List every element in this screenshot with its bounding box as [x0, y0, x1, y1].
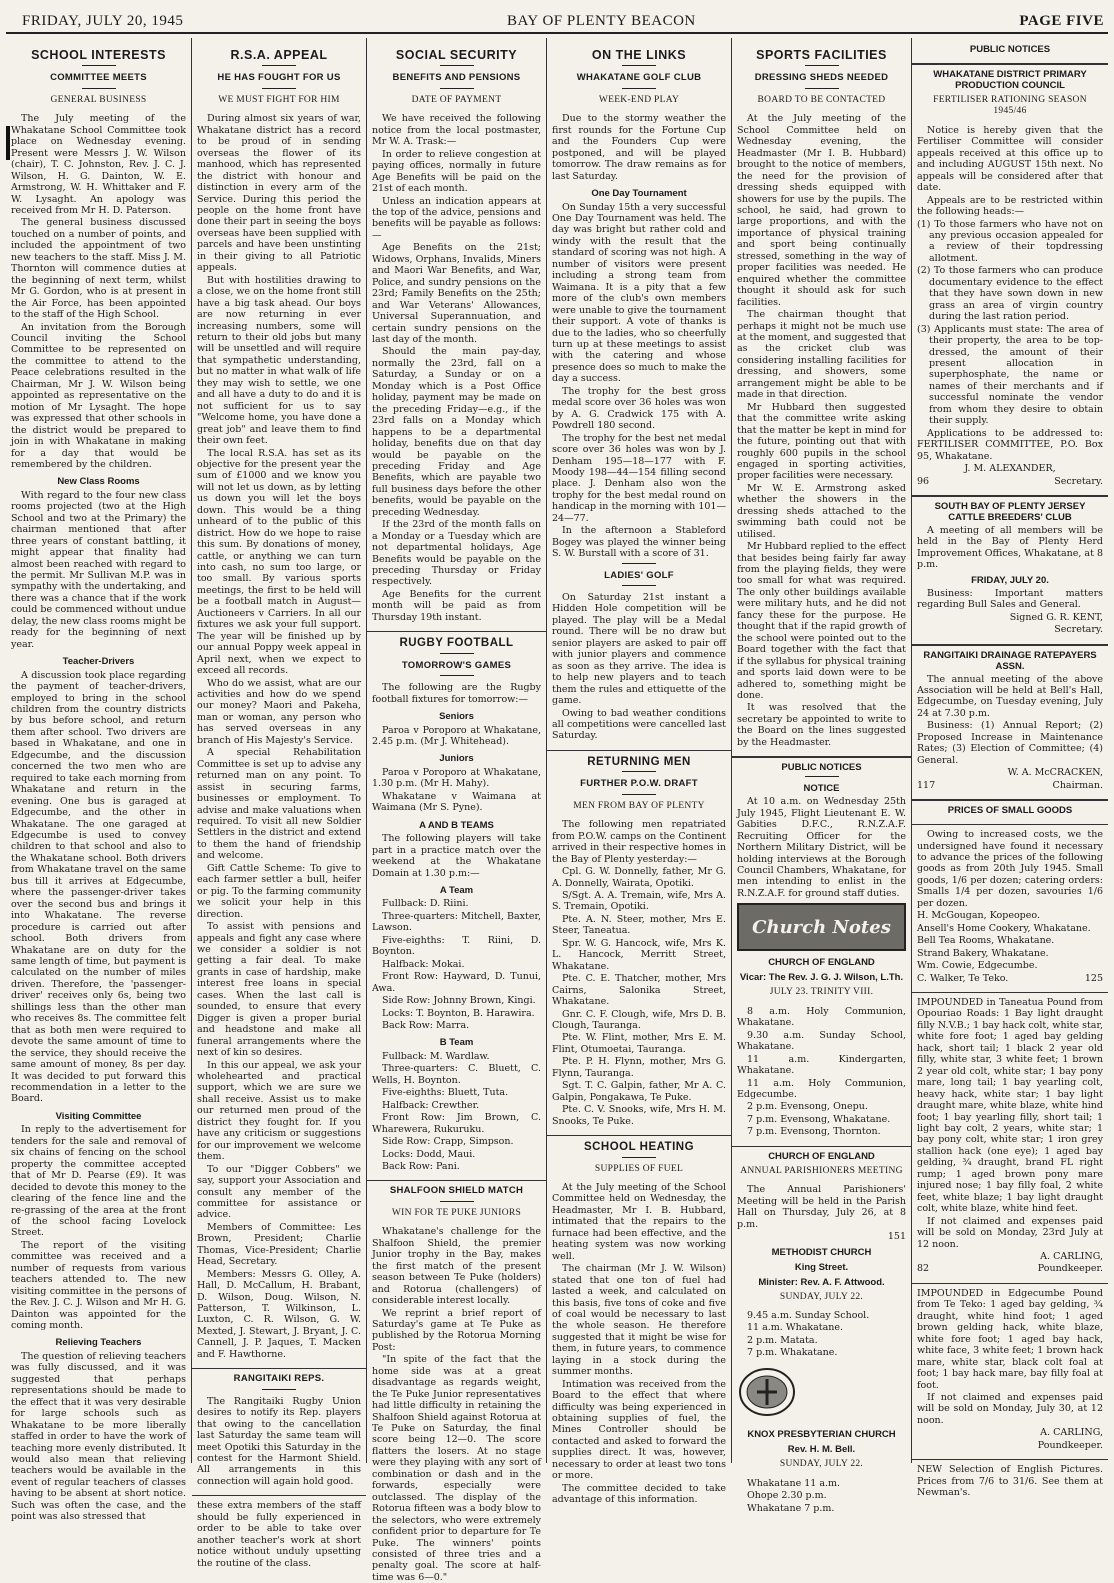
headline-sports-facilities: SPORTS FACILITIES	[756, 48, 887, 62]
paragraph: The local R.S.A. has set as its objective for the present year the sum of £1000 and we know you will not let us down, as by letting us down you will let the boys down. This would be a thing unheard of to the public of this district. How do we hope to raise this sum. By donations of money, cattle, or anything we can turn into cash, no sum too large, or too small. By various sports meetings, the first to be held will be a football match in August—Auctioneers v Carriers. In all our fixtures we ask your full support. The year will be finished up by our annual Poppy week appeal in April next, when we expect to exceed all records.	[197, 447, 361, 677]
divider	[622, 65, 656, 66]
paragraph: We reprint a brief report of Saturday's game at Te Puke as published by the Rotorua Morning Post:	[372, 1307, 541, 1353]
list-item: Wm. Cowie, Edgecumbe.	[917, 960, 1038, 972]
ad-number: 117	[917, 779, 936, 791]
paragraph: If not claimed and expenses paid will be sold on Monday, July 30, at 12 noon.	[917, 1391, 1103, 1426]
service-line: Ohope 2.30 p.m.	[747, 1490, 827, 1502]
paragraph: A special Rehabilitation Committee is set up to advise any returned man on any point. To assist in securing farms, businesses or employment. To advise and make valuations when required. To visit all new Soldier Settlers in the district and extend to them the hand of friendship and welcome.	[197, 747, 361, 862]
signature: Signed G. R. KENT,	[1009, 611, 1103, 623]
subhead: WIN FOR TE PUKE JUNIORS	[391, 1207, 522, 1218]
subhead: FURTHER P.O.W. DRAFT	[580, 778, 698, 790]
service-line: 2 p.m. Matata.	[747, 1334, 818, 1346]
paragraph: Applications to be addressed to: FERTILISER COMMITTEE, P.O. Box 95, Whakatane.	[917, 427, 1103, 462]
paragraph: The chairman thought that perhaps it might not be much use at the moment, and suggested that as the cricket club was considering installing facilities for dressing, and showers, some arrangement might be able to be made in that direction.	[737, 309, 906, 401]
signature-role: Chairman.	[1052, 779, 1103, 791]
paragraph: At 10 a.m. on Wednesday 25th July 1945, Flight Lieutenant E. W. Gabities D.F.C., R.N.Z.A.F. Recruiting Officer for the Northern Military District, will be holding interviews at the Borough Council Chambers, Whakatane, for men intending to enlist in the R.N.Z.A.F. for ground staff duties.	[737, 796, 906, 899]
notice-title: WHAKATANE DISTRICT PRIMARY PRODUCTION COUNCIL	[933, 69, 1087, 91]
section-heading: A Team	[439, 885, 474, 896]
divider	[732, 1146, 911, 1147]
divider	[912, 1283, 1108, 1284]
team-line: Side Row: Johnny Brown, Kingi.	[382, 995, 536, 1007]
paragraph: If the 23rd of the month falls on a Monday or a Tuesday which are not departmental holidays, Age Benefits would be payable on the preceding Thursday or Friday respectively.	[372, 519, 541, 588]
team-line: Back Row: Pani.	[382, 1160, 460, 1172]
church-heading: KNOX PRESBYTERIAN CHURCH	[747, 1429, 896, 1441]
church-minister: Minister: Rev. A. F. Attwood.	[758, 1276, 885, 1288]
signature: J. M. ALEXANDER,	[964, 463, 1056, 475]
paragraph: The annual meeting of the above Association will be held at Bell's Hall, Edgecumbe, on Tuesday evening, July 24 at 7.30 p.m.	[917, 673, 1103, 719]
section-heading: Relieving Teachers	[55, 1337, 142, 1349]
list-item: Pte. W. Flint, mother, Mrs E. M. Flint, Otumoetai, Tauranga.	[552, 1032, 726, 1055]
notice-date: FRIDAY, JULY 20.	[971, 574, 1049, 586]
headline-on-the-links: ON THE LINKS	[591, 48, 687, 62]
notice-heading: NOTICE	[803, 783, 840, 795]
paragraph: Due to the stormy weather the first rounds for the Fortune Cup and the Founders Cup were postponed, and will be played tomorrow. The draw remains as for last Saturday.	[552, 113, 726, 182]
church-minister: Rev. H. M. Bell.	[787, 1444, 856, 1456]
ad-number: 125	[1084, 972, 1103, 984]
team-line: Fullback: D. Riini.	[382, 898, 469, 910]
notice-subhead: FERTILISER RATIONING SEASON 1945/46	[933, 95, 1087, 117]
list-item: Pte. C. V. Snooks, wife, Mrs H. M. Snooks, Te Puke.	[552, 1104, 726, 1127]
list-item: Spr. W. G. Hancock, wife, Mrs K. L. Hancock, Merritt Street, Whakatane.	[552, 937, 726, 972]
team-line: Three-quarters: C. Bluett, C. Wells, H. Boynton.	[372, 1063, 541, 1086]
divider	[912, 992, 1108, 993]
subhead: WEEK-END PLAY	[598, 94, 680, 105]
paragraph: The trophy for the best net medal score over 36 holes was won by J. Denham 195—18—177 with F. Moody 198—44—154 filling second place. J. Denham also won the trophy for the best medal round on handicap in the morning with 101—24—77.	[552, 432, 726, 524]
notice-title: SOUTH BAY OF PLENTY JERSEY CATTLE BREEDERS' CLUB	[934, 500, 1086, 523]
headline-rsa-appeal: R.S.A. APPEAL	[230, 48, 328, 62]
subhead: TOMORROW'S GAMES	[401, 659, 512, 671]
service-line: Whakatane 11 a.m.	[747, 1477, 841, 1489]
divider	[732, 756, 911, 758]
headline-school-heating: SCHOOL HEATING	[583, 1141, 695, 1154]
paragraph: Mr Hubbard replied to the effect that besides being fairly far away from the playing fields, they were too small for what was required. The only other buildings available were military huts, and he did not fancy these for the purpose. He thought that if the rapid growth of the school were pointed out to the Board together with the fact that if the syllabus for physical training and sports laid down were to be adhered to, something might be done.	[737, 541, 906, 702]
divider	[262, 1389, 296, 1390]
paragraph: In order to relieve congestion at paying offices, normally in future Age Benefits will be paid on the 21st of each month.	[372, 148, 541, 195]
paragraph: On Sunday 15th a very successful One Day Tournament was held. The day was bright but rather cold and windy with the result that the standard of scoring was not high. A number of visitors were present including a strong team from Waimana. It is a pity that a few more of the club's own members were unable to give the tournament their support. A vote of thanks is due to the ladies, who so cheerfully turn up at these meetings to assist with the catering and whose presence does so much to make the day a success.	[552, 201, 726, 385]
service-line: 7 p.m. Evensong, Whakatane.	[747, 1113, 891, 1125]
paragraph: Paroa v Poroporo at Whakatane, 1.30 p.m. (Mr H. Mahy).	[372, 766, 541, 790]
paragraph: IMPOUNDED in Edgecumbe Pound from Te Teko: 1 aged bay gelding, ¾ draught, white hind foot; 1 aged brown gelding hack, white blaze, white fore foot; 1 aged bay hack, white face, 3 white feet; 1 brown hack mare, white star, black colt foal at foot; 1 bay hack mare, bay filly foal at foot.	[917, 1287, 1103, 1391]
divider	[622, 88, 656, 89]
divider	[912, 495, 1108, 497]
divider	[547, 750, 731, 751]
paragraph: Owing to bad weather conditions all competitions were cancelled last Saturday.	[552, 707, 726, 742]
divider	[805, 65, 839, 66]
subhead: WHAKATANE GOLF CLUB	[576, 72, 702, 84]
paragraph: "In spite of the fact that the home side was at a great disadvantage as regards weight, the Te Puke Junior representatives had little difficulty in retaining the Shalfoon Shield against Rotorua at Te Puke on Saturday, the final score being 12—0. The score flatters the losers. At no stage were they playing with any sort of combination or dash and in the forwards, especially were outclassed. The display of the Rotorua fifteen was a body blow to the selectors, who were extremely confident prior to departure for Te Puke. The winners' points consisted of three tries and a penalty goal. The score at half-time was 6—0."	[372, 1354, 541, 1583]
divider	[192, 1495, 366, 1496]
section-heading: LADIES' GOLF	[604, 569, 674, 581]
signature-role: Secretary.	[1054, 624, 1103, 636]
paragraph: To assist with pensions and appeals and fight any case where we consider a soldier is not getting a fair deal. To make grants in case of hardship, make interest free loans in special cases. When the last call is sounded, to ensure that every Digger is given a proper burial and headstone and make all funeral arrangements where the next of kin so desires.	[197, 921, 361, 1059]
paragraph: Age Benefits on the 21st; Widows, Orphans, Invalids, Miners and Maori War Benefits, and War, Police, and sundry pensions on the 23rd; Family Benefits on the 25th; and War Veterans' Allowances, Universal Superannuation, and certain sundry pensions on the last day of the month.	[372, 242, 541, 345]
section-heading: Juniors	[439, 753, 474, 765]
list-item: Sgt. T. C. Galpin, father, Mr A. C. Galpin, Pongakawa, Te Puke.	[552, 1080, 726, 1103]
team-line: Back Row: Marra.	[382, 1019, 470, 1031]
divider	[622, 585, 656, 586]
masthead	[6, 6, 1108, 34]
paragraph: Owing to increased costs, we the undersigned have found it necessary to advance the prices of the following goods as from 20th July 1945. Small goods, 1/6 per dozen; catering orders: Smalls 1/4 per dozen, savouries 1/6 per dozen.	[917, 829, 1103, 909]
paragraph: The July meeting of the Whakatane School Committee took place on Wednesday evening. Present were Messrs J. W. Wilson (chair), T. C. Johnston, Rev. J. C. J. Wilson, H. G. Dainton, W. E. Armstrong, W. H. Whittaker and F. W. Lysaght. An apology was received from Mr H. D. Paterson.	[11, 113, 186, 216]
paragraph: The following players will take part in a practice match over the weekend at the Whakatane Domain at 1.30 p.m:—	[372, 833, 541, 879]
service-line: 7 p.m. Evensong, Thornton.	[747, 1126, 881, 1138]
paragraph: Mr Hubbard then suggested that the committee write asking that the matter be kept in mind for the future, pointing out that with roughly 600 pupils in the school engaged in sporting activities, proper facilities were necessary.	[737, 401, 906, 482]
column-on-the-links	[547, 38, 732, 1506]
paragraph: With regard to the four new class rooms projected (two at the High School and two at the Primary) the chairman mentioned that after three years of constant battling, it might appear that finality had almost been reached with regard to the permit. Mr Sullivan M.P. was in sympathy with the undertaking, and there was a chance that if the work could be commenced without undue delay, the new class rooms might be ready for the beginning of next year.	[11, 489, 186, 650]
service-line: Whakatane 7 p.m.	[747, 1502, 835, 1514]
section-heading: One Day Tournament	[591, 188, 687, 200]
paragraph: Age Benefits for the current month will be paid as from Thursday 19th instant.	[372, 588, 541, 623]
church-heading: CHURCH OF ENGLAND	[768, 957, 875, 969]
divider	[440, 675, 474, 676]
divider	[912, 63, 1108, 65]
paragraph: NEW Selection of English Pictures. Prices from 7/6 to 31/6. See them at Newman's.	[917, 1464, 1103, 1499]
service-line: 11 a.m. Whakatane.	[747, 1322, 844, 1334]
list-item-row	[917, 973, 1103, 984]
paragraph: these extra members of the staff should be fully experienced in order to be able to take over another teacher's work at short notice without unduly upsetting the routine of the class.	[197, 1500, 361, 1569]
team-line: Locks: T. Boynton, B. Harawira.	[382, 1007, 535, 1019]
headline-rangitaiki-reps: RANGITAIKI REPS.	[233, 1373, 325, 1385]
divider	[912, 799, 1108, 801]
church-notes-banner: Church Notes	[737, 903, 906, 951]
list-item: (2) To those farmers who can produce documentary evidence to the effect that they have sown down in new grass an area of virgin country during the last ration period.	[917, 265, 1103, 323]
church-date: SUNDAY, JULY 22.	[779, 1291, 864, 1302]
team-line: Locks: Dodd, Maui.	[382, 1148, 476, 1160]
service-line: 7 p.m. Whakatane.	[747, 1347, 838, 1359]
ad-number: 82	[917, 1263, 930, 1275]
section-heading: Visiting Committee	[55, 1110, 142, 1122]
divider	[82, 65, 116, 66]
list-item: C. Walker, Te Teko.	[917, 972, 1009, 984]
church-date: SUNDAY, JULY 22.	[779, 1459, 864, 1470]
team-line: Five-eighths: Bluett, Tuta.	[382, 1087, 509, 1099]
section-heading: Teacher-Drivers	[62, 656, 135, 668]
church-address: King Street.	[794, 1261, 849, 1273]
signature-role: Secretary.	[1054, 475, 1103, 487]
paragraph: To our "Digger Cobbers" we say, support your Association and consult any member of the committee for assistance or advice.	[197, 1163, 361, 1221]
church-date: JULY 23. TRINITY VIII.	[769, 987, 874, 998]
divider	[622, 771, 656, 772]
divider	[82, 88, 116, 89]
paragraph: Paroa v Poroporo at Whakatane, 2.45 p.m. (Mr J. Whitehead).	[372, 724, 541, 748]
paragraph: We have received the following notice from the local postmaster, Mr W. A. Trask:—	[372, 113, 541, 148]
team-line: Fullback: M. Wardlaw.	[382, 1050, 490, 1062]
paragraph: If not claimed and expenses paid will be sold on Monday, 23rd July at 12 noon.	[917, 1215, 1103, 1250]
notice-title: RANGITAIKI DRAINAGE RATEPAYERS ASSN.	[923, 649, 1097, 672]
column-public-notices	[912, 38, 1108, 1499]
paragraph: Appeals are to be restricted within the following heads:—	[917, 194, 1103, 218]
list-item: (1) To those farmers who have not on any previous occasion appealed for a review of their topdressing allotment.	[917, 218, 1103, 264]
service-line: 11 a.m. Holy Communion, Edgecumbe.	[737, 1077, 906, 1100]
divider	[912, 1459, 1108, 1460]
paragraph: The trophy for the best gross medal score over 36 holes was won by A. G. Cradwick 175 with A. Powdrell 180 second.	[552, 385, 726, 432]
church-heading: CHURCH OF ENGLAND	[768, 1150, 875, 1162]
paragraph: But with hostilities drawing to a close, we on the home front still have a big task ahead. Our boys are now returning in ever increasing numbers, some will return to their old jobs but many will be unsettled and will require that sympathetic understanding, but no matter in what walk of life they may wish to settle, we one and all have a duty to do and it is not sufficient for us to say "Welcome home, you have done a great job" and leave them to find their own feet.	[197, 274, 361, 447]
subhead: SUPPLIES OF FUEL	[594, 1163, 684, 1174]
paragraph: Mr W. E. Armstrong asked whether the showers in the dressing sheds attached to the swimming bath could not be utilised.	[737, 482, 906, 540]
subhead: WE MUST FIGHT FOR HIM	[218, 94, 340, 105]
divider	[440, 65, 474, 66]
masthead-date: FRIDAY, JULY 20, 1945	[22, 13, 184, 29]
list-item: Pte. A. N. Steer, mother, Mrs E. Steer, Taneatua.	[552, 913, 726, 937]
divider	[192, 1368, 366, 1369]
masthead-title: BAY OF PLENTY BEACON	[506, 13, 696, 29]
team-line: Side Row: Crapp, Simpson.	[382, 1136, 514, 1148]
divider	[367, 631, 546, 632]
list-item: Strand Bakery, Whakatane.	[917, 947, 1049, 959]
subhead: COMMITTEE MEETS	[50, 72, 147, 84]
divider	[622, 1157, 656, 1158]
paragraph: On Saturday 21st instant a Hidden Hole competition will be played. The play will be a Medal round. There will be no draw but senior players are asked to pair off with junior players and commence as soon as they arrive. The idea is to help new players and to teach them the rules and ettiquette of the game.	[552, 592, 726, 707]
service-line: 11 a.m. Kindergarten, Whakatane.	[737, 1053, 906, 1077]
paragraph: It was resolved that the secretary be appointed to write to the Board on the lines suggested by the Headmaster.	[737, 702, 906, 748]
paragraph: The following men repatriated from P.O.W. camps on the Continent arrived in their respective homes in the Bay of Plenty yesterday:—	[552, 819, 726, 865]
headline-returning-men: RETURNING MEN	[587, 755, 691, 768]
margin-mark	[6, 126, 10, 160]
list-item: S/Sgt. A. A. Tremain, wife, Mrs A. S. Tremain, Opotiki.	[552, 890, 726, 913]
paragraph: In reply to the advertisement for tenders for the sale and removal of six chains of fencing on the school property the committee accepted that of Mr D. Pearse (£9). It was decided to devote this money to the clearing of the fence line and the re-grassing of the area at the front of the school facing Lovelock Street.	[11, 1124, 186, 1239]
column-social-security	[367, 38, 547, 1583]
signature-role: Poundkeeper.	[1037, 1439, 1103, 1451]
paragraph: Business: Important matters regarding Bull Sales and General.	[917, 587, 1103, 611]
paragraph: The question of relieving teachers was fully discussed, and it was suggested that perhaps representations should be made to the effect that it was very desirable for large schools such as Whakatane to be more liberally staffed in order to have the work of teaching more evenly distributed. It would also mean that relieving teachers would be available in the event of regular teachers of classes having to be absent at short notice. Such was often the case, and the point was also stressed that	[11, 1350, 186, 1523]
paragraph: Members of Committee: Les Brown, President; Charlie Thomas, Vice-President; Charlie Head, Secretary.	[197, 1221, 361, 1268]
list-item: Bell Tea Rooms, Whakatane.	[917, 935, 1055, 947]
divider	[805, 88, 839, 89]
section-heading: B Team	[439, 1037, 474, 1049]
church-seal-icon	[737, 1366, 797, 1418]
team-line: Five-eighths: T. Riini, D. Boynton.	[372, 934, 541, 958]
paragraph: In this our appeal, we ask your wholehearted and practical support, which we are sure we shall receive. Assist us to make our returned men proud of the district they fought for. If you have any criticism or suggestions for our improvement we welcome them.	[197, 1059, 361, 1163]
subhead: MEN FROM BAY OF PLENTY	[573, 800, 705, 811]
divider	[805, 776, 839, 777]
headline-social-security: SOCIAL SECURITY	[395, 48, 518, 62]
list-item: (3) Applicants must state: The area of their property, the area to be top-dressed, the amount of their present allocation in superphosphate, the name or names of their merchants and if successful nominate the vendor from whom they desire to obtain their supply.	[917, 323, 1103, 427]
paragraph: An invitation from the Borough Council inviting the School Committee to be represented on the committee to attend to the Peace celebrations resulted in the Chairman, Mr J. W. Wilson being appointed as representative on the motion of Mr Lysaght. The hope was expressed that other schools in the district would be prepared to join in with Whakatane in making for a day that would be remembered by the children.	[11, 321, 186, 470]
section-heading: New Class Rooms	[57, 476, 140, 488]
divider	[547, 1135, 731, 1136]
signature-role: Poundkeeper.	[1037, 1263, 1103, 1275]
notice-list	[917, 219, 1103, 427]
masthead-page: PAGE FIVE	[1019, 13, 1104, 29]
team-line: Front Row: Jim Brown, C. Wharewera, Rukuruku.	[372, 1112, 541, 1135]
notice-title: PRICES OF SMALL GOODS	[947, 805, 1073, 817]
headline-public-notices: PUBLIC NOTICES	[969, 44, 1051, 55]
paragraph: Intimation was received from the Board to the effect that where difficulty was being experienced in obtaining supplies of fuel, the Mines Controller should be contacted and asked to forward the supplies direct. It was, however, necessary to order at least two tons or more.	[552, 1378, 726, 1482]
subhead: DATE OF PAYMENT	[411, 94, 502, 105]
column-school-interests	[6, 38, 192, 1523]
paragraph: At the July meeting of the School Committee held on Wednesday evening, the Headmaster (Mr I. B. Hubbard) brought to the notice of members, the need for the provision of dressing sheds equipped with showers for use by the pupils. The school, he said, had grown to large proportions, and with the importance of physical training and sport being continually stressed, something in the way of proper facilities was needed. He enquired whether the committee thought it should ask for such facilities.	[737, 113, 906, 308]
list-item: Pte. C. E. Thatcher, mother, Mrs Cairns, Salonika Street, Whakatane.	[552, 973, 726, 1008]
paragraph: Members: Messrs G. Olley, A. Hall, D. McCallum, H. Brabant, D. Wilson, Doug. Wilson, N. Patterson, T. Wilkinson, L. Luxton, C. R. Wilson, G. W. Mexted, J. Stewart, J. Bryant, J. C. Cannell, J. P. Jaques, T. Macken and F. Hawthorne.	[197, 1268, 361, 1360]
subhead: BENEFITS AND PENSIONS	[392, 72, 521, 84]
paragraph: The Rangitaiki Rugby Union desires to notify its Rep. players that owing to the cancellation last Saturday the same team will meet Opotiki this Saturday in the contest for the Harmont Shield. All arrangements in this connection will again hold good.	[197, 1395, 361, 1487]
subhead: BOARD TO BE CONTACTED	[757, 94, 886, 105]
column-sports-facilities	[732, 38, 912, 1514]
signature-line	[917, 780, 1103, 791]
list-item: Cpl. G. W. Donnelly, father, Mr G. A. Donnelly, Wairata, Opotiki.	[552, 866, 726, 889]
paragraph: The chairman (Mr J. W. Wilson) stated that one ton of fuel had lasted a week, and calculated on this basis, five tons of coke and five of coal would be necessary to last the whole season. He therefore suggested that it might be wise for them, in future years, to commence laying in a stock during the summer months.	[552, 1263, 726, 1378]
paragraph: At the July meeting of the School Committee held on Wednesday, the Headmaster, Mr I. B. Hubbard, intimated that the repairs to the furnace had been effective, and the heating system was now working well.	[552, 1181, 726, 1262]
headline-school-interests: SCHOOL INTERESTS	[31, 48, 166, 62]
divider	[440, 88, 474, 89]
team-line: Halfback: Crewther.	[382, 1099, 480, 1111]
paragraph: The general business discussed touched on a number of points, and included the appointment of two new teachers to the staff. Miss J. M. Thornton will commence duties at the beginning of next term, whilst Mr G. Gordon, who is at present in the Air Force, has been appointed to the staff of the High School.	[11, 217, 186, 321]
section-heading: Seniors	[439, 711, 474, 723]
church-heading: METHODIST CHURCH	[771, 1246, 872, 1258]
paragraph: Who do we assist, what are our activities and how do we spend our money? Maori and Pakeha, man or woman, any person who has served overseas in any branch of His Majesty's Service.	[197, 677, 361, 746]
divider	[262, 65, 296, 66]
headline-rugby-football: RUGBY FOOTBALL	[399, 637, 514, 650]
team-line: Three-quarters: Mitchell, Baxter, Lawson.	[372, 910, 541, 934]
list-item: Gnr. C. F. Clough, wife, Mrs D. B. Clough, Tauranga.	[552, 1008, 726, 1031]
column-rsa-appeal	[192, 38, 367, 1569]
subhead: DRESSING SHEDS NEEDED	[754, 72, 889, 84]
paragraph: A meeting of all members will be held in the Bay of Plenty Herd Improvement Offices, Whakatane, at 8 p.m.	[917, 524, 1103, 571]
service-line: 9.45 a.m. Sunday School.	[747, 1309, 870, 1321]
list-item: H. McGougan, Kopeopeo.	[917, 910, 1040, 922]
paragraph: A discussion took place regarding the payment of teacher-drivers, employed to bring in the school children from the country districts by bus before school, and return them after school. Two drivers are based in Whakatane, and one in Edgecumbe, and the discussion concerned the two men who are required to take each morning from Whakatane and return in the evening. One bus is garaged at Edgecumbe, and the other in Whakatane. The one garaged at Edgecumbe is used to convey children to that school and also to the Whakatane school. Both drivers from Whakatane travel on the same bus till it arrives at Edgecumbe, where the passenger-driver takes over the second bus and brings it into Whakatane. The reverse procedure is carried out after school. Both drivers from Whakatane are on duty for the same length of time, but payment is calculated on the number of miles driven. Therefore, the 'passenger-driver' receives only 6s, being two shillings less than the other man who receives 8s. The committee felt that as both men were required to devote the same amount of time to the service, they should receive the same amount of money, 8s per day. It was decided to put forward this recommendation in a letter to the Board.	[11, 669, 186, 1105]
signature: A. CARLING,	[1040, 1427, 1103, 1439]
signature: A. CARLING,	[1040, 1250, 1103, 1262]
list-item: Pte. P. H. Flynn, mother, Mrs G. Flynn, Tauranga.	[552, 1056, 726, 1079]
divider	[440, 653, 474, 654]
paragraph: IMPOUNDED in Taneatua Pound from Opouriao Roads: 1 Bay light draught filly N.V.B.; 1 bay hack colt, white star, white fore foot; 1 aged bay gelding hack, short tail; 1 black 2 year old filly, white star, 3 white feet; 1 brown 2 year old colt, white star; 1 bay pony mare, long tail; 1 bay yearling colt, heavy hack, white star; 1 bay light draught mare, white blaze, white hind foot; 1 bay yearling filly, short tail; 1 light bay colt, 2 years, white star; 1 bay pony colt, white star; 1 iron grey stallion hack (one eye); 1 aged bay gelding, ¾ draught, brand FL right rump; 1 aged brown pony mare injured nose; 1 bay filly foal, 2 white feet, white blaze; 1 bay light draught colt, white blaze, white hind feet.	[917, 997, 1103, 1215]
paragraph: Business: (1) Annual Report; (2) Proposed Increase in Maintenance Rates; (3) Election of Committee; (4) General.	[917, 720, 1103, 766]
public-notices-heading: PUBLIC NOTICES	[781, 762, 862, 774]
ad-number: 151	[887, 1231, 906, 1243]
paragraph: Whakatane v Waimana at Waimana (Mr S. Pyne).	[372, 790, 541, 814]
paragraph: Whakatane's challenge for the Shalfoon Shield, the premier Junior trophy in the Bay, makes the first match of the present season between Te Puke (holders) and Rotorua (challengers) of considerable interest locally.	[372, 1226, 541, 1307]
paragraph: The Annual Parishioners' Meeting will be held in the Parish Hall on Thursday, July 26, at 8 p.m.	[737, 1184, 906, 1230]
subhead: GENERAL BUSINESS	[50, 94, 147, 105]
paragraph: In the afternoon a Stableford Bogey was played the winner being S. W. Burstall with a score of 31.	[552, 525, 726, 560]
service-line: 9.30 a.m. Sunday School, Whakatane.	[737, 1029, 906, 1053]
paragraph: Gift Cattle Scheme: To give to each farmer settler a bull, heifer or pig. To the farming community we solicit your help in this direction.	[197, 862, 361, 920]
paragraph: Should the main pay-day, normally the 23rd, fall on a Saturday, a Sunday or on a Monday which is a Post Office holiday, payment may be made on the preceding Friday—e.g., if the 23rd falls on a Monday which happens to be a departmental holiday, benefits due on that day would be payable on the preceding Friday and Age Benefits, which are payable two full business days before the other benefits, would be payable on the preceding Wednesday.	[372, 346, 541, 518]
divider	[262, 88, 296, 89]
paragraph: During almost six years of war, Whakatane district has a record to be proud of in sending overseas the flower of its manhood, which has represented the district with honour and distinction in every arm of the Service. During this period the people on the home front have done their part in seeing the boys overseas have been supplied with parcels and have been unstinting in their giving to all Patriotic appeals.	[197, 113, 361, 274]
paragraph: The following are the Rugby football fixtures for tomorrow:—	[372, 682, 541, 705]
divider	[622, 563, 656, 564]
signature-line	[917, 476, 1103, 487]
list-item: Ansell's Home Cookery, Whakatane.	[917, 922, 1091, 934]
team-line: Halfback: Mokai.	[382, 958, 465, 970]
team-line: Front Row: Hayward, D. Tunui, Awa.	[372, 971, 541, 994]
divider	[622, 794, 656, 795]
paragraph: Notice is hereby given that the Fertiliser Committee will consider appeals received at this office up to and including AUGUST 15th next. No appeals will be considered after that date.	[917, 124, 1103, 194]
subhead: HE HAS FOUGHT FOR US	[217, 72, 341, 84]
section-heading: A AND B TEAMS	[419, 819, 494, 831]
paragraph: The committee decided to take advantage of this information.	[552, 1482, 726, 1506]
paragraph: Unless an indication appears at the top of the advice, pensions and benefits will be payable as follows:—	[372, 195, 541, 241]
divider	[912, 644, 1108, 646]
church-subhead: ANNUAL PARISHIONERS MEETING	[740, 1165, 903, 1176]
ad-number: 96	[917, 475, 930, 487]
divider	[912, 824, 1108, 825]
columns	[6, 38, 1108, 1583]
signature-line	[917, 1263, 1103, 1274]
signature: W. A. McCRACKEN,	[1007, 767, 1103, 779]
subhead: SHALFOON SHIELD MATCH	[389, 1185, 524, 1197]
church-vicar: Vicar: The Rev. J. G. J. Wilson, L.Th.	[739, 972, 904, 984]
service-line: 8 a.m. Holy Communion, Whakatane.	[737, 1005, 906, 1029]
paragraph: The report of the visiting committee was received and a number of requests from various teachers attended to. The new visiting committee in the persons of the Rev. J. C. J. Wilson and Mr H. G. Dainton was appointed for the coming month.	[11, 1239, 186, 1332]
divider	[440, 1201, 474, 1202]
service-line: 2 p.m. Evensong, Onepu.	[747, 1101, 868, 1113]
divider	[367, 1180, 546, 1181]
